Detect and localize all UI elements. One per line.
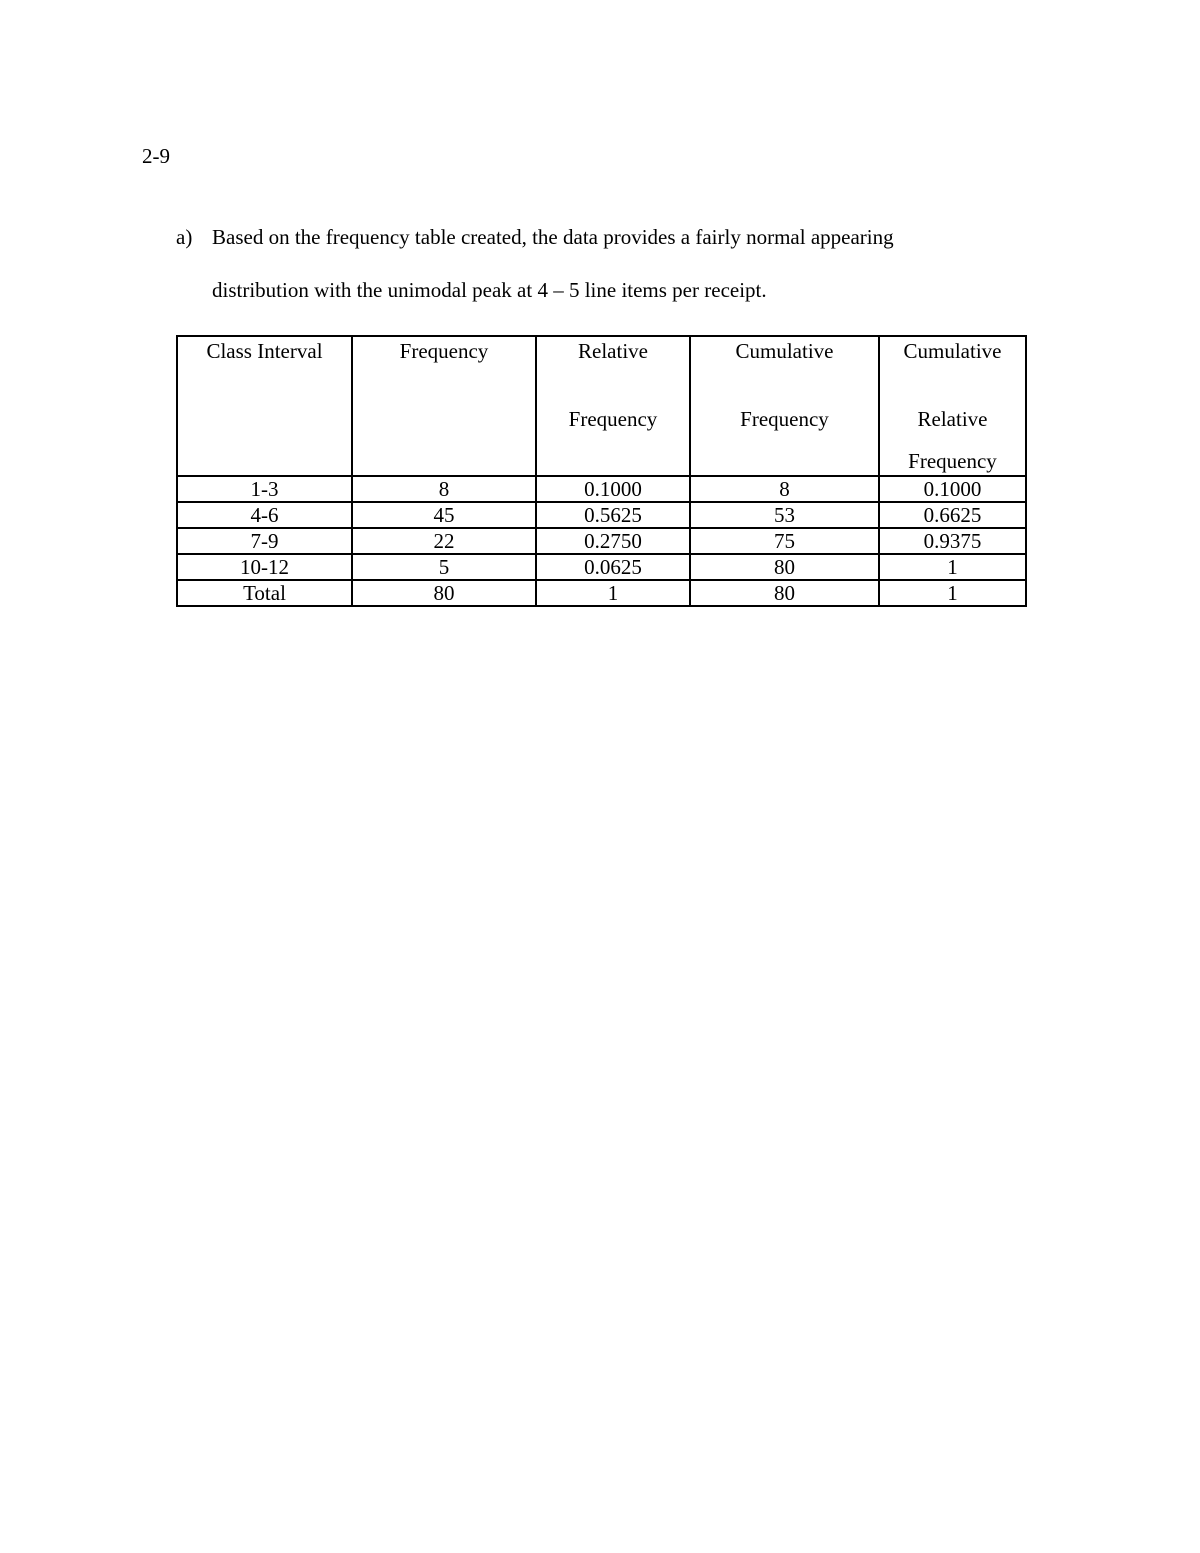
table-cell: 75: [690, 528, 879, 554]
table-cell: Total: [177, 580, 352, 606]
table-cell: 45: [352, 502, 536, 528]
table-cell: 0.5625: [536, 502, 690, 528]
table-cell: 0.2750: [536, 528, 690, 554]
table-cell: 8: [690, 476, 879, 502]
table-header-row: [177, 336, 1026, 476]
table-cell: 1-3: [177, 476, 352, 502]
column-header-relative-frequency: Relative Frequency: [536, 336, 690, 476]
table-cell: 8: [352, 476, 536, 502]
table-row: [177, 554, 1026, 580]
table-cell: 80: [690, 554, 879, 580]
table-cell: 0.1000: [536, 476, 690, 502]
table-cell: 1: [536, 580, 690, 606]
column-header-cumulative-relative-frequency: Cumulative Relative Frequency: [879, 336, 1026, 476]
table-cell: 80: [690, 580, 879, 606]
table-cell: 80: [352, 580, 536, 606]
table-cell: 4-6: [177, 502, 352, 528]
table-cell: 22: [352, 528, 536, 554]
table-cell: 1: [879, 580, 1026, 606]
table-row: [177, 502, 1026, 528]
paragraph-line: Based on the frequency table created, the data provides a fairly normal appearing: [212, 225, 894, 249]
table-cell: 10-12: [177, 554, 352, 580]
column-header-frequency: Frequency: [352, 336, 536, 476]
table-cell: 0.6625: [879, 502, 1026, 528]
column-header-cumulative-frequency: Cumulative Frequency: [690, 336, 879, 476]
list-marker: a): [176, 225, 193, 249]
answer-paragraph: [176, 211, 1036, 317]
table-cell: 1: [879, 554, 1026, 580]
table-row: [177, 528, 1026, 554]
table-cell: 0.0625: [536, 554, 690, 580]
table-cell: 5: [352, 554, 536, 580]
table-cell: 0.9375: [879, 528, 1026, 554]
frequency-table: [176, 335, 1027, 607]
table-cell: 7-9: [177, 528, 352, 554]
table-row: [177, 476, 1026, 502]
paragraph-line: distribution with the unimodal peak at 4 – 5 line items per receipt.: [212, 278, 767, 302]
page-number: 2-9: [142, 144, 170, 168]
table-cell: 0.1000: [879, 476, 1026, 502]
table-cell: 53: [690, 502, 879, 528]
column-header-class-interval: Class Interval: [177, 336, 352, 476]
table-total-row: [177, 580, 1026, 606]
